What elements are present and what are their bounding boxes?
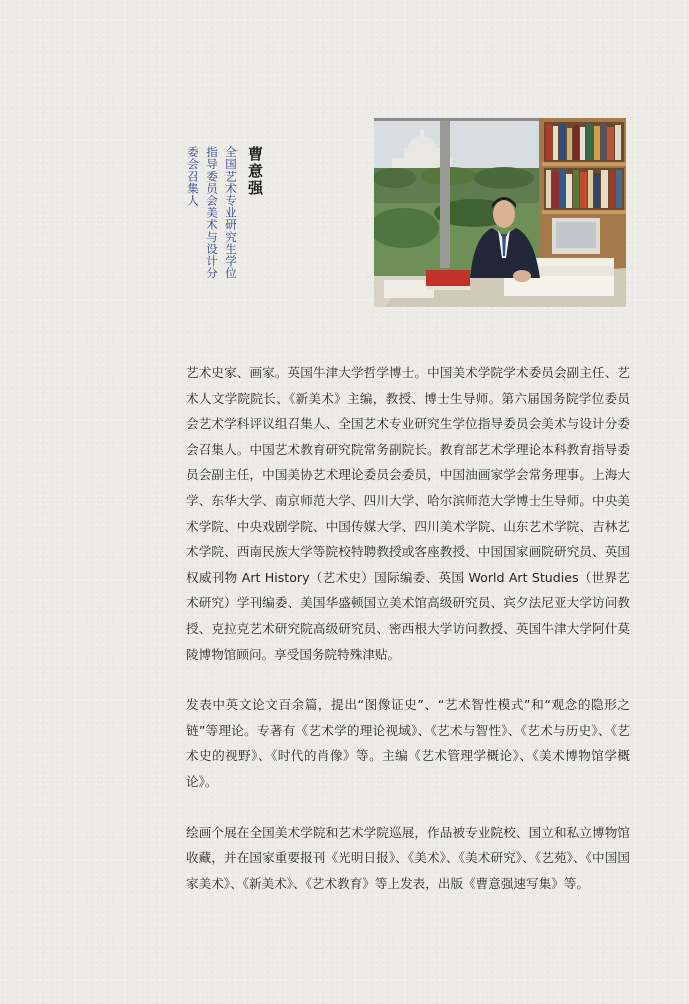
title-line-1: 全国艺术专业研究生学位 (224, 146, 238, 280)
portrait-photo (374, 118, 626, 307)
bio-paragraph-2: 发表中英文论文百余篇，提出“图像证史”、“艺术智性模式”和“观念的隐形之链”等理论。专著有《艺术学的理论视域》、《艺术与智性》、《艺术与历史》、《艺术史的视野》、《时代的肖像》等。主编《艺术管理学概论》、《美术博物馆学概论》。 (186, 697, 630, 789)
bio-paragraph-1: 艺术史家、画家。英国牛津大学哲学博士。中国美术学院学术委员会副主任、艺术人文学院院长、《新美术》主编，教授、博士生导师。第六届国务院学位委员会艺术学科评议组召集人、全国艺术专业研究生学位指导委员会美术与设计分委会召集人。中国艺术教育研究院常务副院长。教育部艺术学理论本科教育指导委员会副主任，中国美协艺术理论委员会委员，中国油画家学会常务理事。上海大学、东华大学、南京师范大学、四川大学、哈尔滨师范大学博士生导师。中央美术学院、中央戏剧学院、中国传媒大学、四川美术学院、山东艺术学院、吉林艺术学院、西南民族大学等院校特聘教授或客座教授、中国国家画院研究员、英国权威刊物 Art History（艺术史）国际编委、英国 World Art Studies（世界艺术研究）学刊编委、美国华盛顿国立美术馆高级研究员、宾夕法尼亚大学访问教授、克拉克艺术研究院高级研究员、密西根大学访问教授、英国牛津大学阿什莫陵博物馆顾问。享受国务院特殊津贴。 (186, 365, 630, 662)
bio-paragraph-3: 绘画个展在全国美术学院和艺术学院巡展，作品被专业院校、国立和私立博物馆收藏，并在国家重要报刊《光明日报》、《美术》、《美术研究》、《艺苑》、《中国国家美术》、《新美术》、《艺术教育》等上发表，出版《曹意强速写集》等。 (186, 824, 630, 891)
person-name: 曹意强 (246, 146, 264, 197)
biography (186, 360, 630, 921)
title-line-3: 委会召集人 (186, 146, 200, 207)
title-line-2: 指导委员会美术与设计分 (205, 146, 219, 280)
